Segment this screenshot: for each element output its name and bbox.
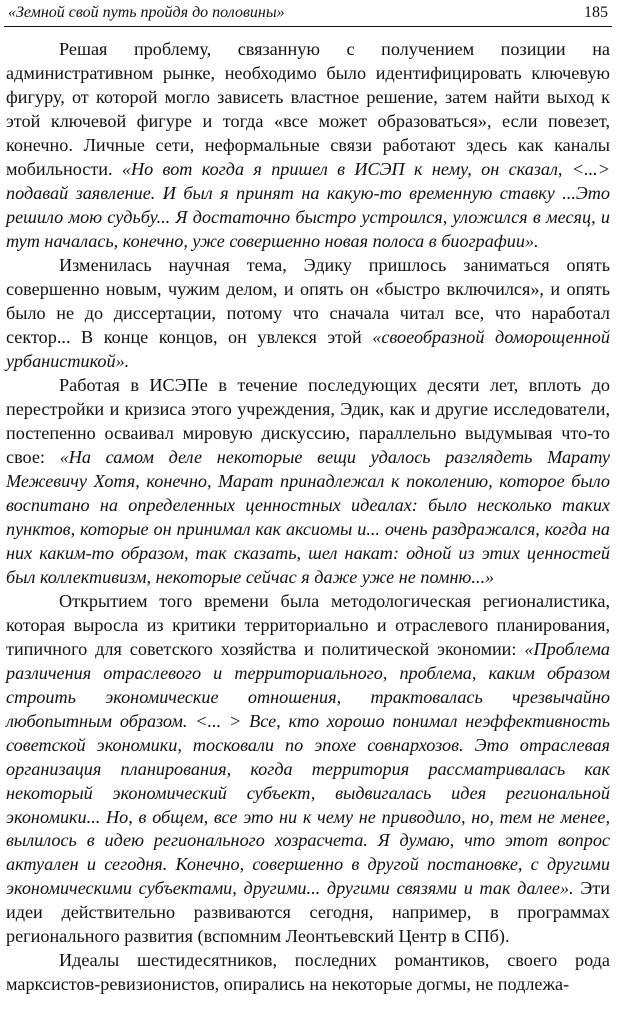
quotation: «Проблема различения отраслевого и территориального, проблема, каким образом строить экономические отношения, трактовалась чрезвычайно любопытным образом. <... > Все, кто хорошо понимал неэффективность советской экономики, тосковали по эпохе совнархозов. Это отраслевая организация планирования, когда территория рассматривалась как некоторый экономический субъект, выдвигалась идея региональной экономики... Но, в общем, все это ни к чему не приводило, но, тем не менее, вылилось в идею регионального хозрасчета. Я думаю, что этот вопрос актуален и сегодня. Конечно, совершенно в другой постановке, с другими экономическими субъектами, другими... другими связями и так далее».: [6, 638, 610, 899]
quotation: «своеобразной доморощенной урбанистикой».: [6, 326, 610, 371]
paragraph: [6, 38, 610, 254]
paragraph-text: Решая проблему, связанную с получением позиции на административном рынке, необходимо было идентифицировать ключевую фигуру, от которой могло зависеть властное решение, затем найти выход к этой ключевой фигуре и тогда «все может образоваться», если повезет, конечно. Личные сети, неформальные связи работают здесь как каналы мобильности.: [6, 39, 610, 179]
page-body: [6, 38, 610, 997]
running-title: «Земной свой путь пройдя до половины»: [8, 4, 285, 21]
paragraph-text: Открытием того времени была методологическая регионалистика, которая выросла из критики территориально и отраслевого планирования, типичного для советского хозяйства и политической экономии:: [6, 590, 610, 659]
paragraph: [6, 374, 610, 590]
paragraph: [6, 949, 610, 997]
paragraph-text: Идеалы шестидесятников, последних романтиков, своего рода марксистов-ревизионистов, опирались на некоторые догмы, не подлежа-: [6, 950, 610, 995]
paragraph-text: Изменилась научная тема, Эдику пришлось заниматься опять совершенно новым, чужим делом, и опять он «быстро включился», и опять было не до диссертации, потому что сначала читал все, что наработал сектор... В конце концов, он увлекся этой: [6, 254, 610, 347]
quotation: «Но вот когда я пришел в ИСЭП к нему, он сказал, <...> подавай заявление. И был я принят на какую-то временную ставку ...Это решило мою судьбу... Я достаточно быстро устроился, уложился в месяц, и тут началась, конечно, уже совершенно новая полоса в биографии».: [6, 158, 610, 251]
page-number: 185: [584, 4, 608, 21]
header-rule: [4, 26, 612, 27]
quotation: «На самом деле некоторые вещи удалось разглядеть Марату Межевичу Хотя, конечно, Марат принадлежал к поколению, которое было воспитано на определенных ценностных идеалах: было несколько таких пунктов, которые он принимал как аксиомы и... очень раздражался, когда на них каким-то образом, так сказать, шел накат: одной из этих ценностей был коллективизм, некоторые сейчас я даже уже не помню...»: [6, 446, 610, 587]
paragraph: [6, 590, 610, 950]
paragraph: [6, 254, 610, 374]
paragraph-text: Работая в ИСЭПе в течение последующих десяти лет, вплоть до перестройки и кризиса этого учреждения, Эдик, как и другие исследователи, постепенно осваивал мировую дискуссию, параллельно выдумывая что-то свое:: [6, 374, 610, 467]
paragraph-text: Эти идеи действительно развиваются сегодня, например, в программах регионального развития (вспомним Леонтьевский Центр в СПб).: [6, 878, 610, 947]
running-head: [8, 2, 608, 24]
